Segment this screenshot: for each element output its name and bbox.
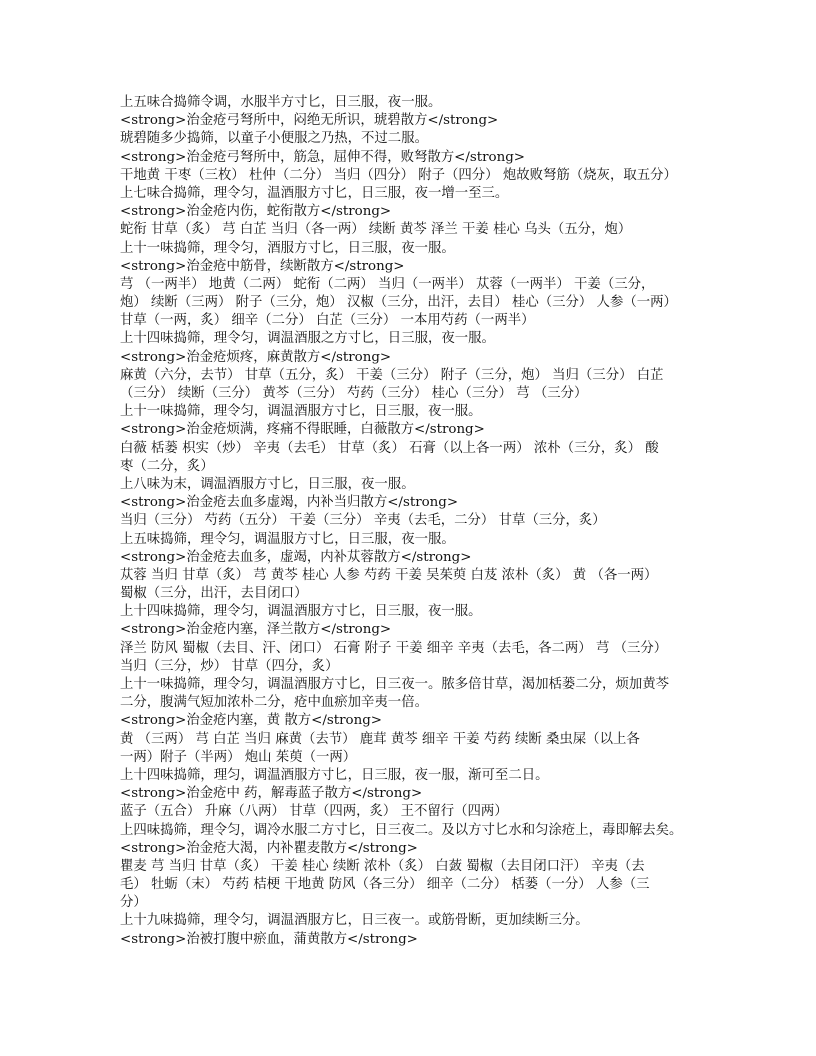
text-line: 芎 （一两半） 地黄（二两） 蛇衔（二两） 当归（一两半） 苁蓉（一两半） 干姜（三分， [120, 276, 655, 292]
text-line: （三分） 续断（三分） 黄芩（三分） 芍药（三分） 桂心（三分） 芎 （三分） [120, 386, 588, 401]
text-line: <strong>治金疮内伤，蛇衔散方</strong> [120, 204, 392, 220]
text-line: 蓝子（五合） 升麻（八两） 甘草（四两，炙） 王不留行（四两） [120, 804, 508, 820]
text-line: 毛） 牡蛎（末） 芍药 桔梗 干地黄 防风（各三分） 细辛（二分） 栝蒌（一分） 人参（三 [120, 877, 650, 893]
text-line: 枣（二分，炙） [120, 458, 214, 474]
text-line: 上七味合捣筛，理令匀，温酒服方寸匕，日三服，夜一增一至三。 [120, 185, 509, 201]
text-line: 上十一味捣筛，理令匀，调温酒服方寸匕，日三服，夜一服。 [120, 404, 482, 420]
text-line: 上十四味捣筛，理匀，调温酒服方寸匕，日三服，夜一服，渐可至二日。 [120, 767, 549, 783]
text-line: <strong>治金疮中 药，解毒蓝子散方</strong> [120, 786, 423, 802]
text-line: 上五味捣筛，理令匀，调温服方寸匕，日三服，夜一服。 [120, 531, 455, 547]
text-line: 上八味为末，调温酒服方寸匕，日三服，夜一服。 [120, 476, 415, 492]
text-line: <strong>治金疮中筋骨，续断散方</strong> [120, 258, 405, 274]
text-line: 炮） 续断（三两） 附子（三分，炮） 汉椒（三分，出汗，去目） 桂心（三分） 人参（一两） [120, 295, 677, 311]
text-line: 上十九味捣筛，理令匀，调温酒服方匕，日三夜一。或筋骨断，更加续断三分。 [120, 913, 589, 929]
text-line: 干地黄 干枣（三枚） 杜仲（二分） 当归（四分） 附子（四分） 炮故败弩筋（烧灰，取五分） [120, 167, 677, 183]
text-line: <strong>治金疮大渴，内补瞿麦散方</strong> [120, 840, 418, 856]
text-line: 白薇 栝蒌 枳实（炒） 辛夷（去毛） 甘草（炙） 石膏（以上各一两） 浓朴（三分，炙） 酸 [120, 440, 659, 456]
text-line: 麻黄（六分，去节） 甘草（五分，炙） 干姜（三分） 附子（三分，炮） 当归（三分） 白芷 [120, 367, 664, 383]
text-line: 分） [120, 895, 147, 911]
text-line: 苁蓉 当归 甘草（炙） 芎 黄芩 桂心 人参 芍药 干姜 吴茱萸 白芨 浓朴（炙） 黄 （各一两） [120, 567, 658, 583]
text-line: <strong>治金疮烦满，疼痛不得眠睡，白薇散方</strong> [120, 422, 485, 438]
text-line: <strong>治金疮烦疼，麻黄散方</strong> [120, 349, 392, 365]
text-line: 上十四味捣筛，理令匀，调温酒服方寸匕，日三服，夜一服。 [120, 604, 482, 620]
text-line: 一两）附子（半两） 炮山 茱萸（一两） [120, 749, 357, 765]
text-line: <strong>治金疮内塞，泽兰散方</strong> [120, 622, 392, 638]
text-line: 上十一味捣筛，理令匀，酒服方寸匕，日三服，夜一服。 [120, 240, 455, 256]
text-line: <strong>治被打腹中瘀血，蒲黄散方</strong> [120, 931, 418, 947]
text-line: 上十四味捣筛，理令匀，调温酒服之方寸匕，日三服，夜一服。 [120, 331, 495, 347]
text-line: 瞿麦 芎 当归 甘草（炙） 干姜 桂心 续断 浓朴（炙） 白蔹 蜀椒（去目闭口汗） 辛夷（去 [120, 858, 645, 874]
text-line: 黄 （三两） 芎 白芷 当归 麻黄（去节） 鹿茸 黄芩 细辛 干姜 芍药 续断 桑虫屎（以上各 [120, 731, 640, 747]
text-line: 上四味捣筛，理令匀，调冷水服二方寸匕，日三夜二。及以方寸匕水和匀涂疮上，毒即解去矣。 [120, 822, 683, 838]
text-line: <strong>治金疮去血多虚竭，内补当归散方</strong> [120, 495, 459, 511]
text-line: <strong>治金疮内塞，黄 散方</strong> [120, 713, 382, 729]
text-line: 上五味合捣筛令调，水服半方寸匕，日三服，夜一服。 [120, 95, 442, 110]
text-line: <strong>治金疮去血多，虚竭，内补苁蓉散方</strong> [120, 549, 472, 565]
text-line: 甘草（一两，炙） 细辛（二分） 白芷（三分） 一本用芍药（一两半） [120, 313, 535, 329]
text-line: 蜀椒（三分，出汗，去目闭口） [120, 586, 308, 602]
text-line: 琥碧随多少捣筛，以童子小便服之乃热，不过二服。 [120, 131, 428, 147]
text-line: 上十一味捣筛，理令匀，调温酒服方寸匕，日三夜一。脓多倍甘草，渴加栝蒌二分，烦加黄芩 [120, 677, 670, 692]
text-line: 当归（三分） 芍药（五分） 干姜（三分） 辛夷（去毛，二分） 甘草（三分，炙） [120, 513, 606, 529]
text-line: 蛇衔 甘草（炙） 芎 白芷 当归（各一两） 续断 黄芩 泽兰 干姜 桂心 乌头（五分，炮） [120, 222, 632, 238]
text-line: 泽兰 防风 蜀椒（去目、汗、闭口） 石膏 附子 干姜 细辛 辛夷（去毛，各二两） 芎 （三分） [120, 640, 668, 656]
text-line: <strong>治金疮弓弩所中，筋急，屈伸不得，败弩散方</strong> [120, 149, 526, 165]
text-line: <strong>治金疮弓弩所中，闷绝无所识，琥碧散方</strong> [120, 113, 499, 129]
text-line: 当归（三分，炒） 甘草（四分，炙） [120, 658, 339, 674]
text-line: 二分，腹满气短加浓朴二分，疮中血瘀加辛夷一倍。 [120, 695, 428, 711]
document-body [120, 94, 710, 949]
